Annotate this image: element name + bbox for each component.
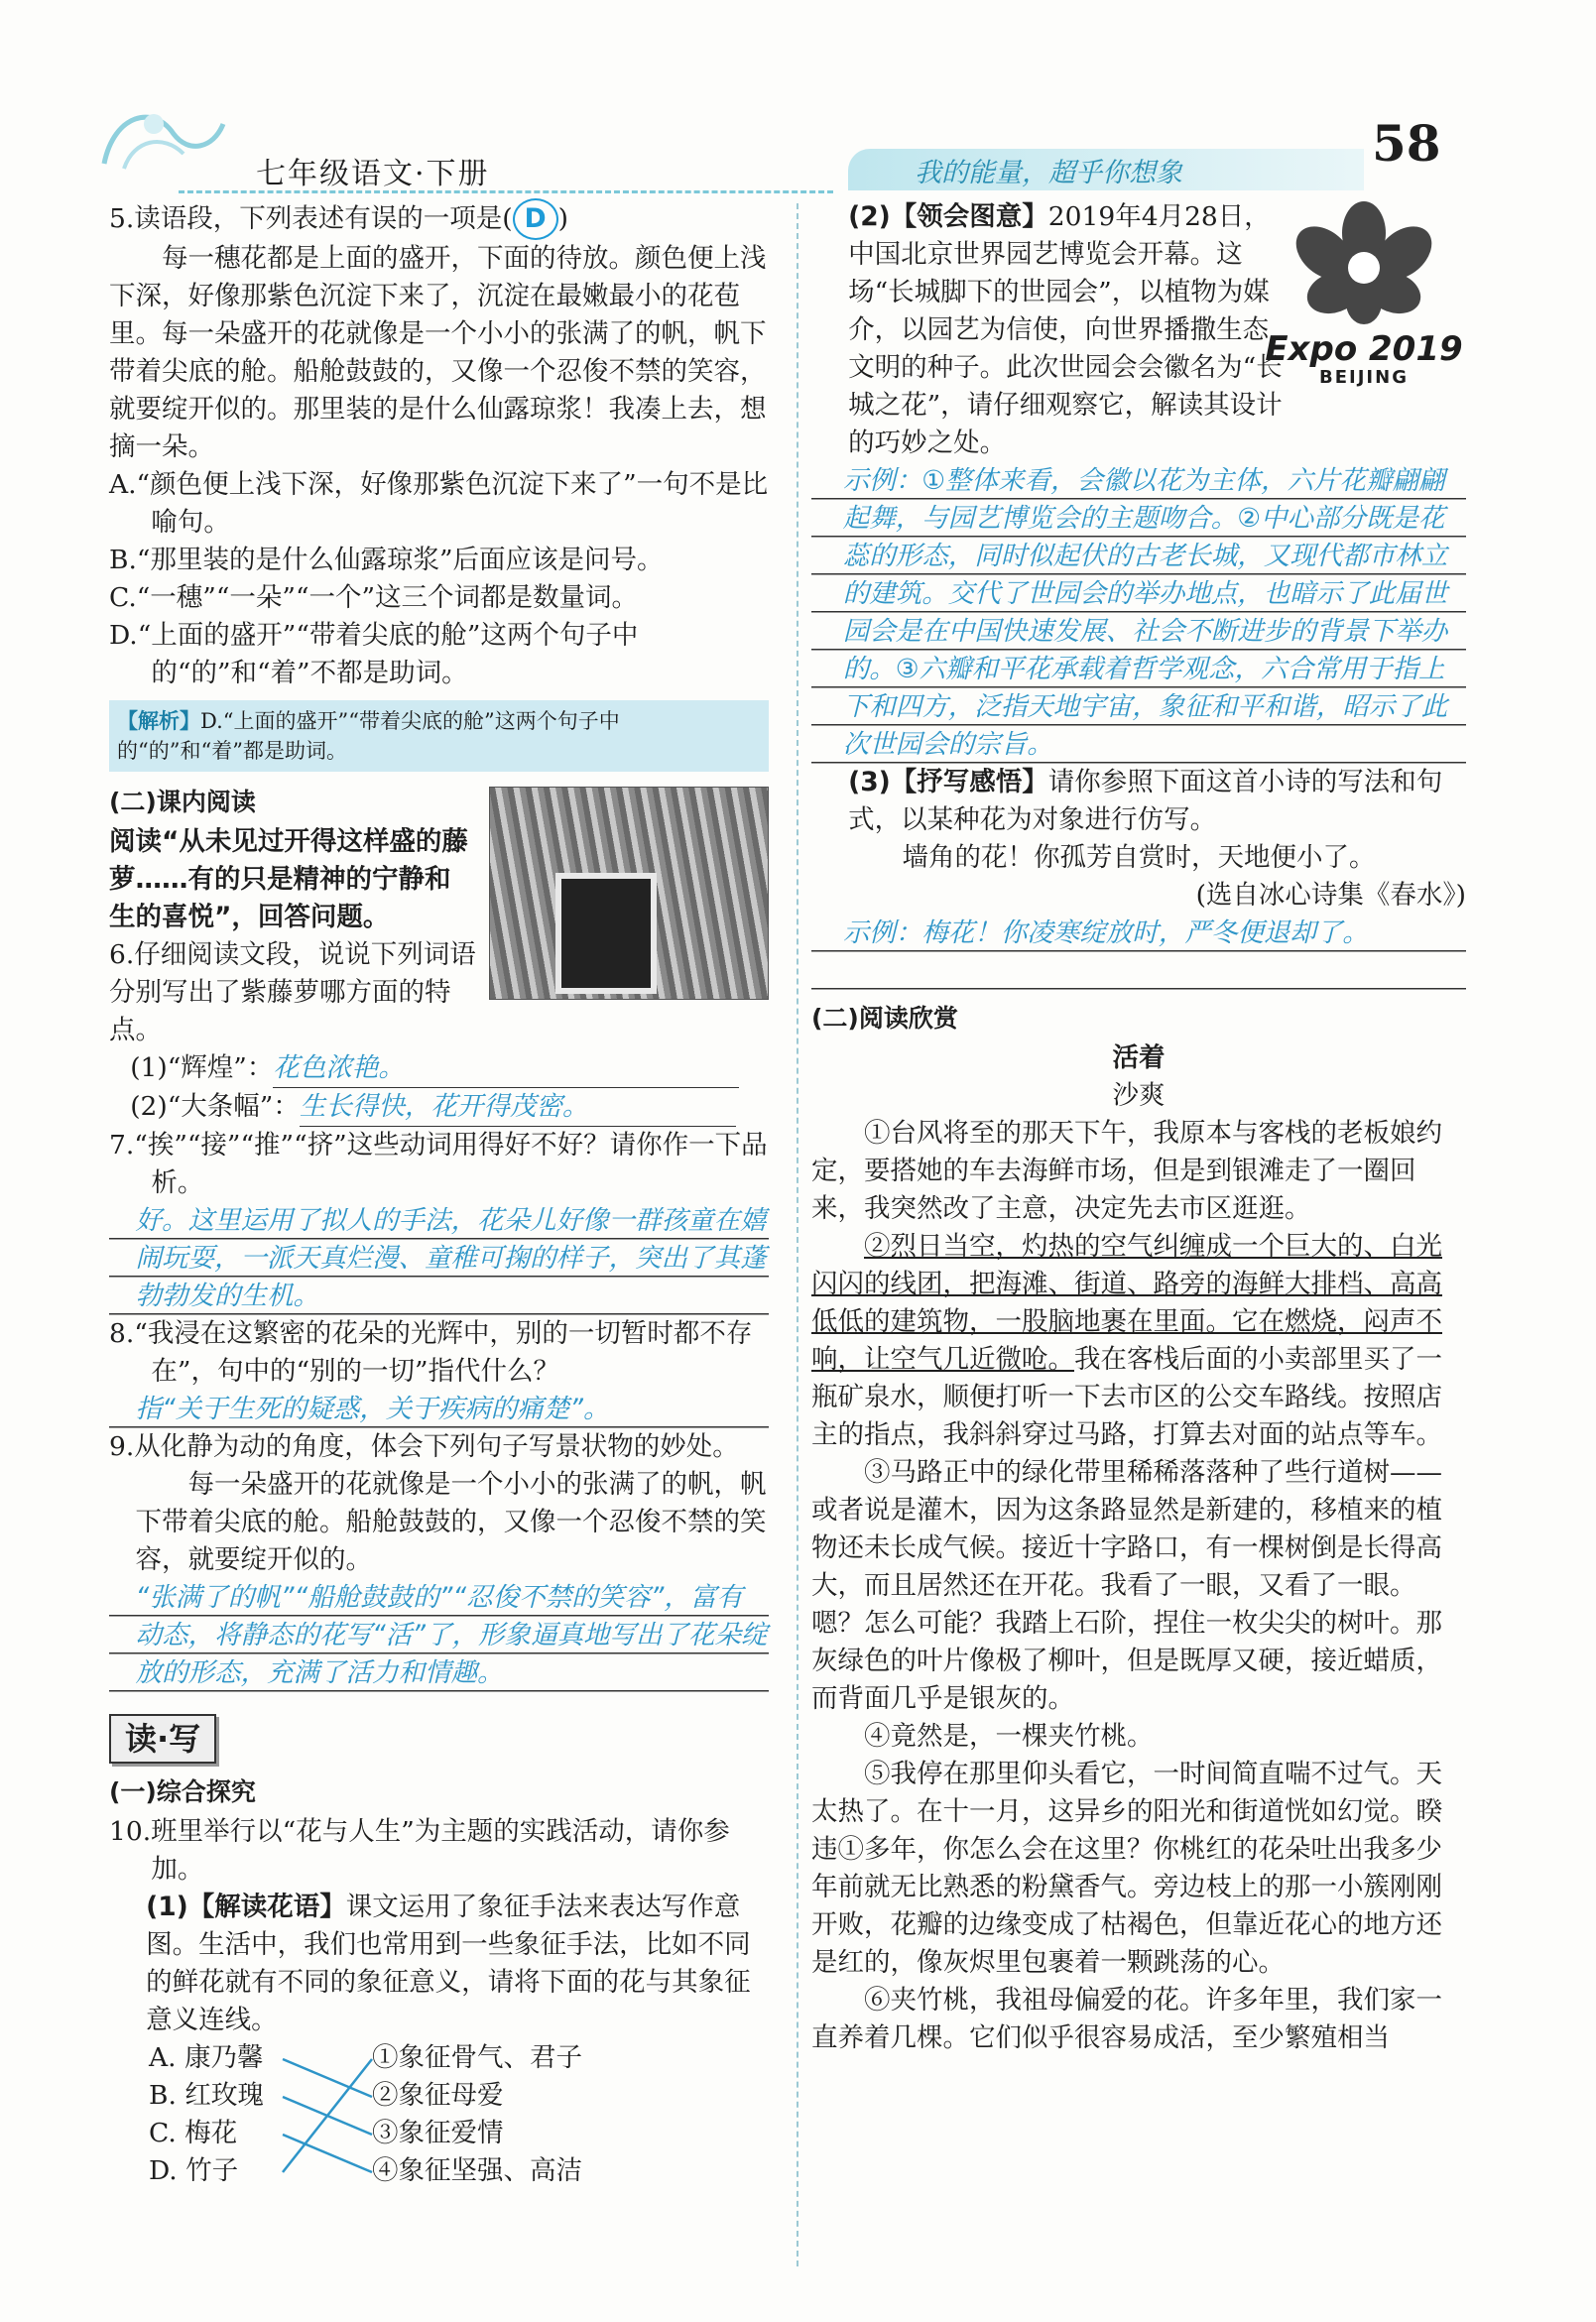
poem-line: 墙角的花！你孤芳自赏时，天地便小了。 xyxy=(902,842,1376,873)
meaning-3[interactable]: ③象征爱情 xyxy=(372,2118,504,2148)
reading-prompt: 阅读“从未见过开得这样盛的藤萝……有的只是精神的宁静和生的喜悦”，回答问题。 xyxy=(109,826,468,932)
q10-sub3: (3)【抒写感悟】请你参照下面这首小诗的写法和句式，以某种花为对象进行仿写。 xyxy=(848,767,1443,835)
q10-sub1: (1)【解读花语】课文运用了象征手法来表达写作意图。生活中，我们也常用到一些象征手法，比如不同的鲜花就有不同的象征意义，请将下面的花与其象征意义连线。 xyxy=(146,1892,751,2035)
q5-stem: 5.读语段，下列表述有误的一项是( D ) xyxy=(109,198,769,240)
article-title: 活着 xyxy=(1112,1042,1166,1073)
q5-option-d: D.“上面的盛开”“带着尖底的舱”这两个句子中的“的”和“着”不都是助词。 xyxy=(109,620,639,688)
q10-sub2: (2)【领会图意】2019年4月28日，中国北京世界园艺博览会开幕。这场“长城脚下的世园会”，以植物为媒介，以园艺为信使，向世界播撒生态文明的种子。此次世园会会徽名为“长城之花”，请仔细观察它，解读其设计的巧妙之处。 xyxy=(848,201,1283,458)
expo-logo-text: Expo 2019 xyxy=(1265,329,1463,369)
q6-sub1-answer: 花色浓艳。 xyxy=(273,1049,739,1088)
q8-stem: 8.“我浸在这繁密的花朵的光辉中，别的一切暂时都不存在”，句中的“别的一切”指代什么？ xyxy=(109,1318,753,1387)
q8-answer: 指“关于生死的疑惑，关于疾病的痛楚”。 xyxy=(109,1391,769,1428)
q10-sub3-answer: 示例：梅花！你凌寒绽放时，严冬便退却了。 xyxy=(811,915,1466,990)
book-title: 七年级语文·下册 xyxy=(256,157,490,191)
q6-sub2-answer: 生长得快，花开得茂密。 xyxy=(300,1088,736,1127)
ornament-icon xyxy=(94,94,253,183)
q9-stem: 9.从化静为动的角度，体会下列句子写景状物的妙处。 xyxy=(109,1431,739,1462)
flower-emblem-icon xyxy=(1265,198,1463,327)
match-row xyxy=(109,2152,769,2190)
right-column xyxy=(811,198,1466,2057)
q5-answer: D xyxy=(513,198,558,240)
q5-analysis: 【解析】D.“上面的盛开”“带着尖底的舱”这两个句子中的“的”和“着”都是助词。 xyxy=(109,700,769,772)
read-write-section-label: 读·写 xyxy=(109,1714,216,1764)
q10-stem: 10.班里举行以“花与人生”为主题的实践活动，请你参加。 xyxy=(109,1816,730,1885)
article-paragraph-5: ⑤我停在那里仰头看它，一时间简直喘不过气。天太热了。在十一月，这异乡的阳光和街道恍如幻觉。睽违①多年，你怎么会在这里？你桃红的花朵吐出我多少年前就无比熟悉的粉黛香气。旁边枝上的那一小簇刚刚开败，花瓣的边缘变成了枯褐色，但靠近花心的地方还是红的，像灰烬里包裹着一颗跳荡的心。 xyxy=(811,1759,1442,1978)
flower-a[interactable]: A. 康乃馨 xyxy=(149,2042,264,2073)
article-paragraph-2: ②烈日当空，灼热的空气纠缠成一个巨大的、白光闪闪的线团，把海滩、街道、路旁的海鲜大排档、高高低低的建筑物，一股脑地裹在里面。它在燃烧，闷声不响，让空气几近微呛。我在客栈后面的小卖部里买了一瓶矿泉水，顺便打听一下去市区的公交车路线。按照店主的指点，我斜斜穿过马路，打算去对面的站点等车。 xyxy=(811,1231,1442,1450)
q6-stem: 6.仔细阅读文段，说说下列词语分别写出了紫藤萝哪方面的特点。 xyxy=(109,939,476,1045)
q5-option-c: C.“一穗”“一朵”“一个”这三个词都是数量词。 xyxy=(109,582,639,613)
flower-b[interactable]: B. 红玫瑰 xyxy=(149,2080,264,2111)
match-row xyxy=(109,2115,769,2152)
meaning-2[interactable]: ②象征母爱 xyxy=(372,2080,504,2111)
q10-sub2-answer: 示例：①整体来看，会徽以花为主体，六片花瓣翩翩起舞，与园艺博览会的主题吻合。②中心部分既是花蕊的形态，同时似起伏的古老长城，又现代都市林立的建筑。交代了世园会的举办地点，也暗示了此届世园会是在中国快速发展、社会不断进步的背景下举办的。③六瓣和平花承载着哲学观念，六合常用于指上下和四方，泛指天地宇宙，象征和平和谐，昭示了此次世园会的宗旨。 xyxy=(811,462,1466,764)
poem-source: (选自冰心诗集《春水》) xyxy=(1195,880,1466,911)
flower-c[interactable]: C. 梅花 xyxy=(149,2118,238,2148)
meaning-1[interactable]: ①象征骨气、君子 xyxy=(372,2042,582,2073)
column-divider xyxy=(797,203,798,2266)
q9-answer: “张满了的帆”“船舱鼓鼓的”“忍俊不禁的笑容”，富有动态，将静态的花写“活”了，形象逼真地写出了花朵绽放的形态，充满了活力和情趣。 xyxy=(109,1579,769,1692)
article-author: 沙爽 xyxy=(1112,1080,1166,1111)
section-comprehensive: (一)综合探究 xyxy=(109,1777,256,1806)
q5-option-b: B.“那里装的是什么仙露琼浆”后面应该是问号。 xyxy=(109,545,664,575)
window-in-photo xyxy=(555,873,657,994)
q5-option-a: A.“颜色便上浅下深，好像那紫色沉淀下来了”一句不是比喻句。 xyxy=(109,469,769,538)
q6-sub2: (2)“大条幅”：生长得快，花开得茂密。 xyxy=(109,1088,769,1127)
article-paragraph-3: ③马路正中的绿化带里稀稀落落种了些行道树——或者说是灌木，因为这条路显然是新建的，移植来的植物还未长成气候。接近十字路口，有一棵树倒是长得高大，而且居然还在开花。我看了一眼，又看了一眼。嗯？怎么可能？我踏上石阶，捏住一枚尖尖的树叶。那灰绿色的叶片像极了柳叶，但是既厚又硬，接近蜡质，而背面几乎是银灰的。 xyxy=(811,1457,1442,1714)
page-number: 58 xyxy=(1372,114,1441,173)
section-reading-appreciation: (二)阅读欣赏 xyxy=(811,1004,958,1033)
expo-2019-logo xyxy=(1265,198,1463,392)
matching-exercise xyxy=(109,2039,769,2190)
flower-d[interactable]: D. 竹子 xyxy=(149,2155,239,2186)
left-column xyxy=(109,198,769,2190)
page-header xyxy=(0,0,1596,198)
article-paragraph-6: ⑥夹竹桃，我祖母偏爱的花。许多年里，我们家一直养着几棵。它们似乎很容易成活，至少繁殖相当 xyxy=(811,1985,1442,2053)
section-in-class-reading: (二)课内阅读 xyxy=(109,788,256,816)
q5-passage: 每一穗花都是上面的盛开，下面的待放。颜色便上浅下深，好像那紫色沉淀下来了，沉淀在最嫩最小的花苞里。每一朵盛开的花就像是一个小小的张满了的帆，帆下带着尖底的舱。船舱鼓鼓的，又像一个忍俊不禁的笑容，就要绽开似的。那里装的是什么仙露琼浆！我凑上去，想摘一朵。 xyxy=(109,243,767,462)
match-row xyxy=(109,2039,769,2077)
q6-sub1: (1)“辉煌”：花色浓艳。 xyxy=(109,1049,769,1088)
q7-stem: 7.“挨”“接”“推”“挤”这些动词用得好不好？请你作一下品析。 xyxy=(109,1130,768,1198)
q7-answer: 好。这里运用了拟人的手法，花朵儿好像一群孩童在嬉闹玩耍，一派天真烂漫、童稚可掬的样子，突出了其蓬勃勃发的生机。 xyxy=(109,1202,769,1315)
expo-logo-city: BEIJING xyxy=(1319,367,1409,388)
match-row xyxy=(109,2077,769,2115)
header-dash-line xyxy=(179,190,833,193)
slogan: 我的能量，超乎你想象 xyxy=(915,158,1182,188)
article-paragraph-1: ①台风将至的那天下午，我原本与客栈的老板娘约定，要搭她的车去海鲜市场，但是到银滩走了一圈回来，我突然改了主意，决定先去市区逛逛。 xyxy=(811,1118,1442,1224)
article-paragraph-4: ④竟然是，一棵夹竹桃。 xyxy=(864,1721,1154,1752)
meaning-4[interactable]: ④象征坚强、高洁 xyxy=(372,2155,582,2186)
q9-quote: 每一朵盛开的花就像是一个小小的张满了的帆，帆下带着尖底的舱。船舱鼓鼓的，又像一个忍俊不禁的笑容，就要绽开似的。 xyxy=(135,1469,767,1575)
